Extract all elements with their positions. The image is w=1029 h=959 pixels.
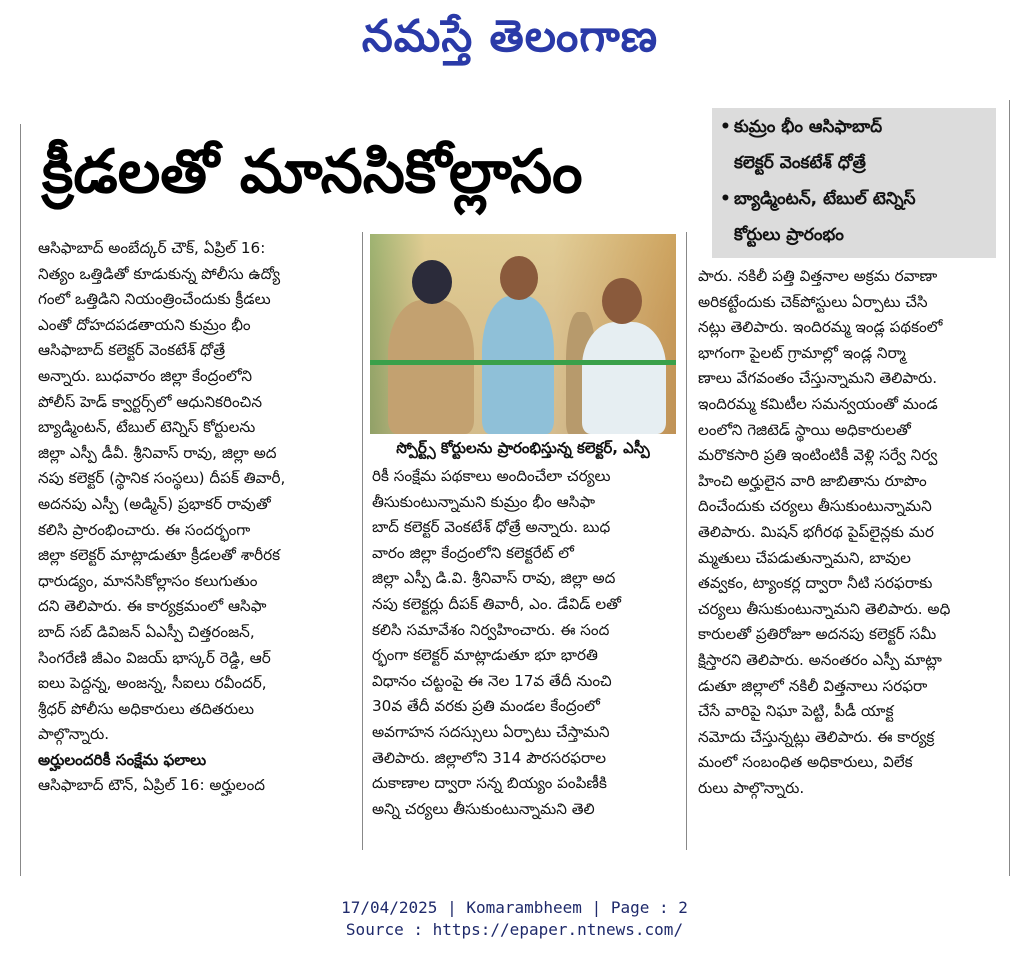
text-line: వారం జిల్లా కేంద్రంలోని కలెక్టరేట్ లో <box>372 543 574 562</box>
text-line: భాగంగా పైలట్ గ్రామాల్లో ఇండ్ల నిర్మా <box>698 343 906 362</box>
text-line: పారు. నకిలీ పత్తి విత్తనాల అక్రమ రవాణా <box>698 267 938 285</box>
text-line: పాల్గొన్నారు. <box>38 725 110 744</box>
text-line: నపు కలెక్టర్లు దీపక్ తివారీ, ఎం. డేవిడ్ లతో <box>372 594 621 613</box>
text-line: 30వ తేదీ వరకు ప్రతి మండల కేంద్రంలో <box>372 697 600 716</box>
text-line: లంలోని గెజిటెడ్ స్థాయి అధికారులతో <box>698 420 911 439</box>
text-line: క్షిస్తారని తెలిపారు. అనంతరం ఎస్పీ మాట్లా <box>698 650 942 669</box>
text-line: ఇందిరమ్మ కమిటీల సమన్వయంతో మండ <box>698 394 938 413</box>
photo-head <box>500 256 538 300</box>
headline-deck <box>712 108 996 258</box>
text-line: ఐలు పెద్దన్న, అంజన్న, సీఐలు రవీందర్, <box>38 674 267 693</box>
text-line: ధారుడ్యం, మానసికోల్లాసం కలుగుతుం <box>38 571 258 590</box>
article-column-2 <box>372 464 678 848</box>
text-line: దుకాణాల ద్వారా సన్న బియ్యం పంపిణీకి <box>372 774 607 793</box>
text-line: కలిసి ప్రారంభించారు. ఈ సందర్భంగా <box>38 520 251 539</box>
text-line: బాద్ సబ్ డివిజన్ ఏఎస్పీ చిత్తరంజన్, <box>38 622 255 641</box>
text-line: అన్నారు. బుధవారం జిల్లా కేంద్రంలోని <box>38 366 253 385</box>
text-line: బాద్ కలెక్టర్ వెంకటేశ్ ధోత్రే అన్నారు. బుధ <box>372 518 611 537</box>
text-line: రులు పాల్గొన్నారు. <box>698 778 805 797</box>
text-line: హించి అర్హులైన వారి జాబితాను రూపొం <box>698 471 927 490</box>
text-line: ఆసిఫాబాద్ టౌన్, ఏప్రిల్ 16: అర్హులంద <box>38 776 266 795</box>
sub-heading: అర్హులందరికీ సంక్షేమ ఫలాలు <box>38 750 207 769</box>
text-line: బ్యాడ్మింటన్, టేబుల్ టెన్నిస్ కోర్టులను <box>38 418 256 437</box>
text-line: తీసుకుంటున్నామని కుమ్రం భీం ఆసిఫా <box>372 492 596 511</box>
deck-bullet: • <box>720 189 731 209</box>
text-line: మరొకసారి ప్రతి ఇంటింటికీ వెళ్లి సర్వే నిర్వ <box>698 446 938 465</box>
left-border <box>20 124 21 876</box>
article-column-3 <box>698 264 1002 848</box>
text-line: తెలిపారు. జిల్లాలోని 314 పౌరసరఫరాల <box>372 748 607 767</box>
photo-person-guest <box>582 322 666 434</box>
text-line: మ్మతులు చేపడుతున్నామని, బావుల <box>698 548 911 567</box>
footer-dateline: 17/04/2025 | Komarambheem | Page : 2 <box>341 898 688 917</box>
text-line: జిల్లా ఎస్పీ డి.వి. శ్రీనివాస్ రావు, జిల్లా అద <box>372 569 616 588</box>
text-line: ఎంతో దోహదపడతాయని కుమ్రం భీం <box>38 315 251 334</box>
column-divider-1 <box>362 232 363 850</box>
footer-source: Source : https://epaper.ntnews.com/ <box>345 920 684 939</box>
text-line: విధానం చట్టంపై ఈ నెల 17వ తేదీ నుంచి <box>372 671 612 690</box>
text-line: పోలీస్ హెడ్ క్వార్టర్స్‌లో ఆధునికరించిన <box>38 392 262 411</box>
text-line: గంలో ఒత్తిడిని నియంత్రించేందుకు క్రీడలు <box>38 290 271 309</box>
text-line: శ్రీధర్ పోలీసు అధికారులు తదితరులు <box>38 699 255 718</box>
text-line: సింగరేణి జీఎం విజయ్ భాస్కర్ రెడ్డి, ఆర్ <box>38 648 271 667</box>
photo-head <box>602 278 642 324</box>
text-line: జిల్లా కలెక్టర్ మాట్లాడుతూ క్రీడలతో శారీరక <box>38 546 281 565</box>
text-line: అన్ని చర్యలు తీసుకుంటున్నామని తెలి <box>372 799 595 818</box>
deck-line: బ్యాడ్మింటన్, టేబుల్ టెన్నిస్ <box>734 189 916 209</box>
text-line: నట్లు తెలిపారు. ఇందిరమ్మ ఇండ్ల పథకంలో <box>698 318 943 337</box>
right-border <box>1009 100 1010 876</box>
text-line: ణాలు వేగవంతం చేస్తున్నామని తెలిపారు. <box>698 369 938 388</box>
text-line: నమోదు చేస్తున్నట్లు తెలిపారు. ఈ కార్యక్ర <box>698 727 935 746</box>
photo-caption: స్పోర్ట్స్ కోర్టులను ప్రారంభిస్తున్న కలెక్టర్, ఎస్పీ <box>396 439 650 457</box>
article-column-1 <box>38 236 354 846</box>
text-line: ర్భంగా కలెక్టర్ మాట్లాడుతూ భూ భారతి <box>372 646 598 665</box>
text-line: నపు కలెక్టర్ (స్థానిక సంస్థలు) దీపక్ తివారీ, <box>38 469 286 488</box>
deck-bullet: • <box>720 117 731 137</box>
text-line: ఆసిఫాబాద్ అంబేద్కర్ చౌక్, ఏప్రిల్ 16: <box>38 239 266 257</box>
text-line: జిల్లా ఎస్పీ డీవీ. శ్రీనివాస్ రావు, జిల్లా అద <box>38 443 277 462</box>
news-photo <box>370 234 676 434</box>
text-line: అదనపు ఎస్పీ (అడ్మిన్) ప్రభాకర్ రావుతో <box>38 494 271 513</box>
photo-person-officer <box>388 300 474 434</box>
text-line: చర్యలు తీసుకుంటున్నామని తెలిపారు. అధి <box>698 599 951 618</box>
masthead-logo: నమస్తే తెలంగాణ <box>361 11 659 62</box>
text-line: చేసే వారిపై నిఘా పెట్టి, పీడీ యాక్ట <box>698 702 894 721</box>
column-divider-2 <box>686 232 687 850</box>
text-line: తవ్వకం, ట్యాంకర్ల ద్వారా నీటి సరఫరాకు <box>698 574 933 593</box>
ribbon-icon <box>370 360 676 365</box>
text-line: దని తెలిపారు. ఈ కార్యక్రమంలో ఆసిఫా <box>38 597 267 616</box>
photo-head <box>412 260 452 304</box>
deck-line: కలెక్టర్ వెంకటేశ్ ధోత్రే <box>734 153 866 173</box>
deck-line: కోర్టులు ప్రారంభం <box>734 225 844 245</box>
text-line: తెలిపారు. మిషన్ భగీరథ పైప్‌లైన్లకు మర <box>698 522 934 541</box>
text-line: మంలో సంబంధిత అధికారులు, విలేక <box>698 753 913 772</box>
text-line: డుతూ జిల్లాలో నకిలీ విత్తనాలు సరఫరా <box>698 676 928 695</box>
deck-line: కుమ్రం భీం ఆసిఫాబాద్ <box>734 117 883 137</box>
text-line: కారులతో ప్రతిరోజూ అదనపు కలెక్టర్ సమీ <box>698 625 937 644</box>
text-line: రికీ సంక్షేమ పథకాలు అందించేలా చర్యలు <box>372 467 611 485</box>
photo-person-collector <box>482 296 554 434</box>
text-line: కలిసి సమావేశం నిర్వహించారు. ఈ సంద <box>372 620 610 639</box>
text-line: అవగాహన సదస్సులు ఏర్పాటు చేస్తామని <box>372 722 610 741</box>
text-line: నిత్యం ఒత్తిడితో కూడుకున్న పోలీసు ఉద్యో <box>38 264 281 283</box>
headline: క్రీడలతో మానసికోల్లాసం <box>42 137 583 207</box>
text-line: దించేందుకు చర్యలు తీసుకుంటున్నామని <box>698 497 932 516</box>
text-line: అరికట్టేందుకు చెక్‌పోస్టులు ఏర్పాటు చేసి <box>698 292 928 311</box>
text-line: ఆసిఫాబాద్ కలెక్టర్ వెంకటేశ్ ధోత్రే <box>38 341 226 360</box>
